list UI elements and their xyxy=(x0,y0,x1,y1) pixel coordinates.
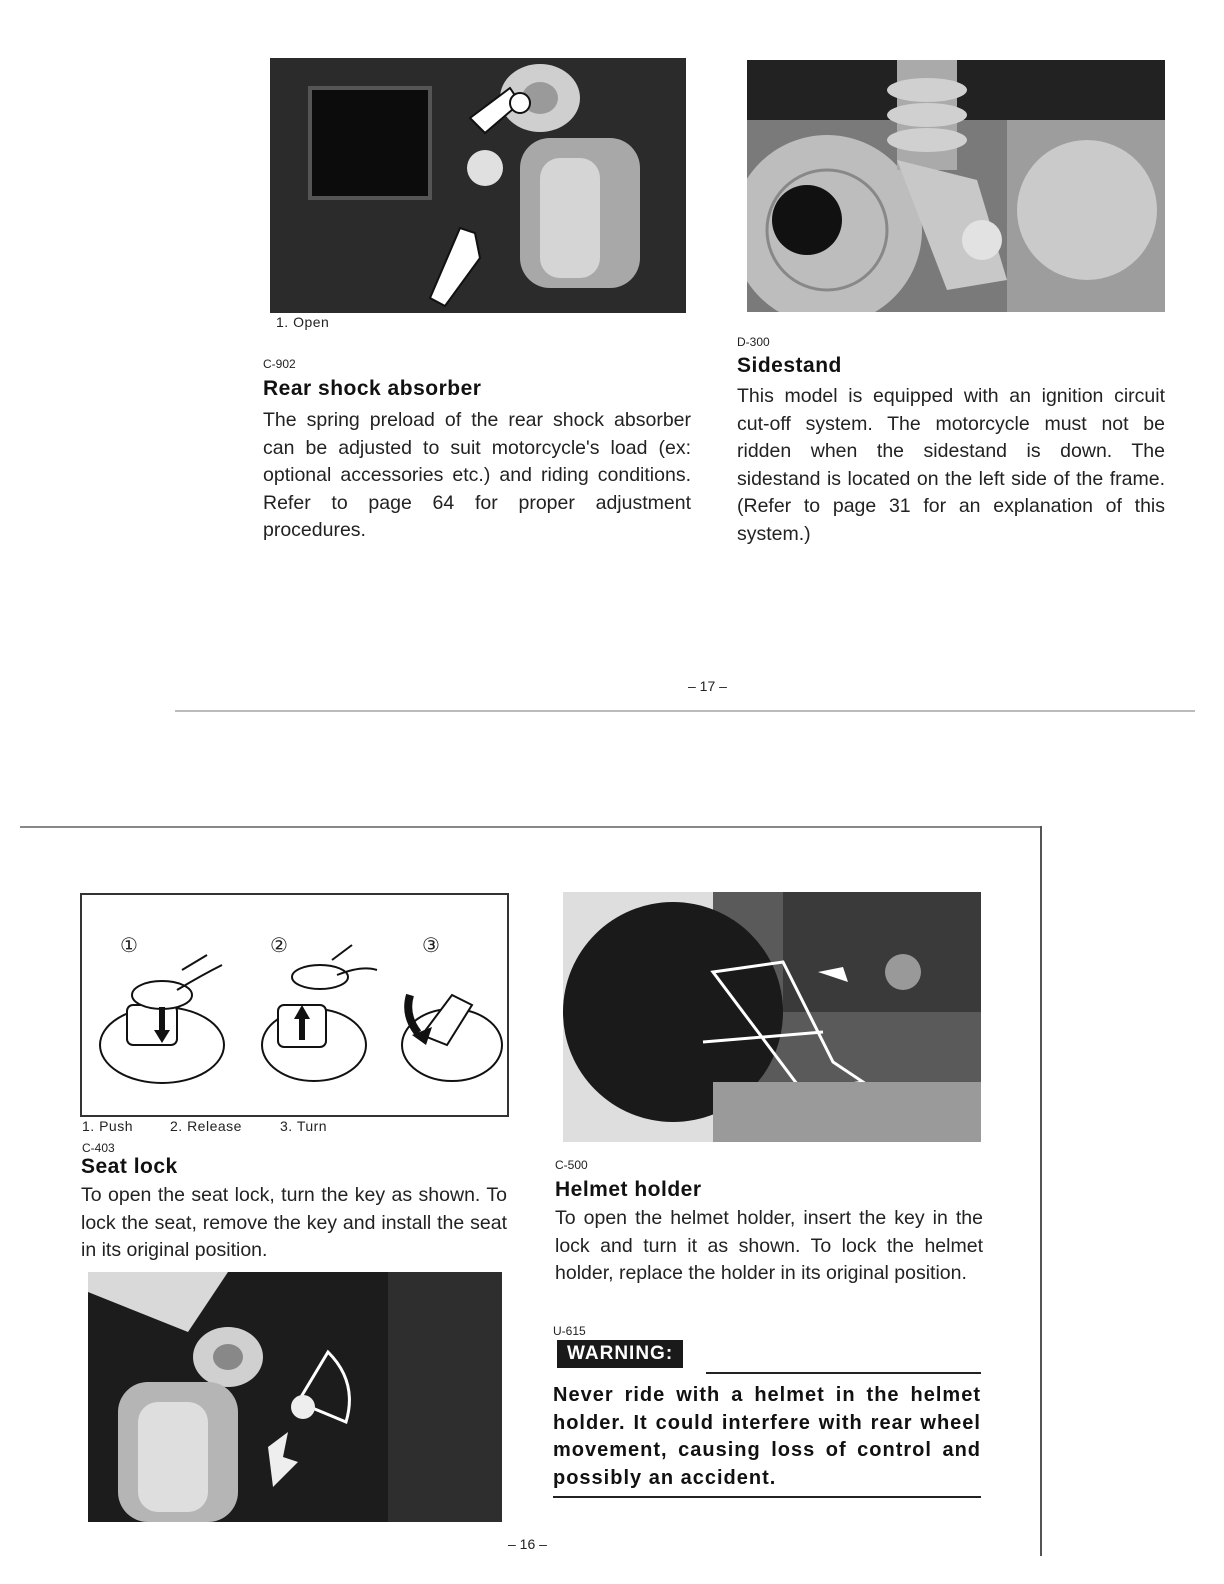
page-edge-right xyxy=(1040,826,1042,1556)
sidestand-heading: Sidestand xyxy=(737,354,842,377)
rear-shock-heading: Rear shock absorber xyxy=(263,377,482,400)
page-number-16: – 16 – xyxy=(508,1536,547,1552)
helmet-holder-photo xyxy=(563,892,981,1142)
diagram-caption-turn: 3. Turn xyxy=(280,1118,328,1134)
step-3-number: ③ xyxy=(422,933,440,957)
warning-rule-top xyxy=(706,1372,981,1374)
diagram-caption-push: 1. Push xyxy=(82,1118,133,1134)
sidestand-code: D-300 xyxy=(737,335,770,349)
sidestand-photo xyxy=(747,60,1165,312)
sidestand-text: This model is equipped with an ignition circuit cut-off system. The motorcycle must not be ridden when the sidestand is down. The sidestand is located on the left side of the frame. (Refer to page 31 for an explanation of this system.) xyxy=(737,385,1165,545)
page-edge-bottom xyxy=(20,826,1040,828)
rear-shock-text: The spring preload of the rear shock absorber can be adjusted to suit motorcycle's load (ex: optional accessories etc.) and riding conditions. Refer to page 64 for proper adjustment procedures. xyxy=(263,409,691,541)
diagram-caption-release: 2. Release xyxy=(170,1118,242,1134)
key-lock-illustration xyxy=(82,895,507,1115)
rear-shock-code: C-902 xyxy=(263,357,296,371)
page-edge-top xyxy=(175,710,1195,712)
helmet-holder-text: To open the helmet holder, insert the key in the lock and turn it as shown. To lock the helmet holder, replace the holder in its original position. xyxy=(555,1207,983,1284)
seat-lock-text: To open the seat lock, turn the key as shown. To lock the seat, remove the key and install the seat in its original position. xyxy=(81,1184,507,1261)
rear-shock-photo xyxy=(270,58,686,313)
step-2-number: ② xyxy=(270,933,288,957)
seat-lock-diagram xyxy=(80,893,509,1117)
seat-lock-code: C-403 xyxy=(82,1141,115,1155)
helmet-holder-heading: Helmet holder xyxy=(555,1178,702,1201)
step-1-number: ① xyxy=(120,933,138,957)
seat-lock-heading: Seat lock xyxy=(81,1155,178,1178)
photo-caption-open: 1. Open xyxy=(276,314,330,330)
warning-code: U-615 xyxy=(553,1324,586,1338)
seat-lock-photo xyxy=(88,1272,502,1522)
warning-rule-bottom xyxy=(553,1496,981,1498)
page-number-17: – 17 – xyxy=(688,678,727,694)
warning-label: WARNING: xyxy=(557,1340,683,1368)
warning-text: Never ride with a helmet in the helmet holder. It could interfere with rear wheel movement, causing loss of control and possibly an accident. xyxy=(553,1384,981,1489)
helmet-holder-code: C-500 xyxy=(555,1158,588,1172)
